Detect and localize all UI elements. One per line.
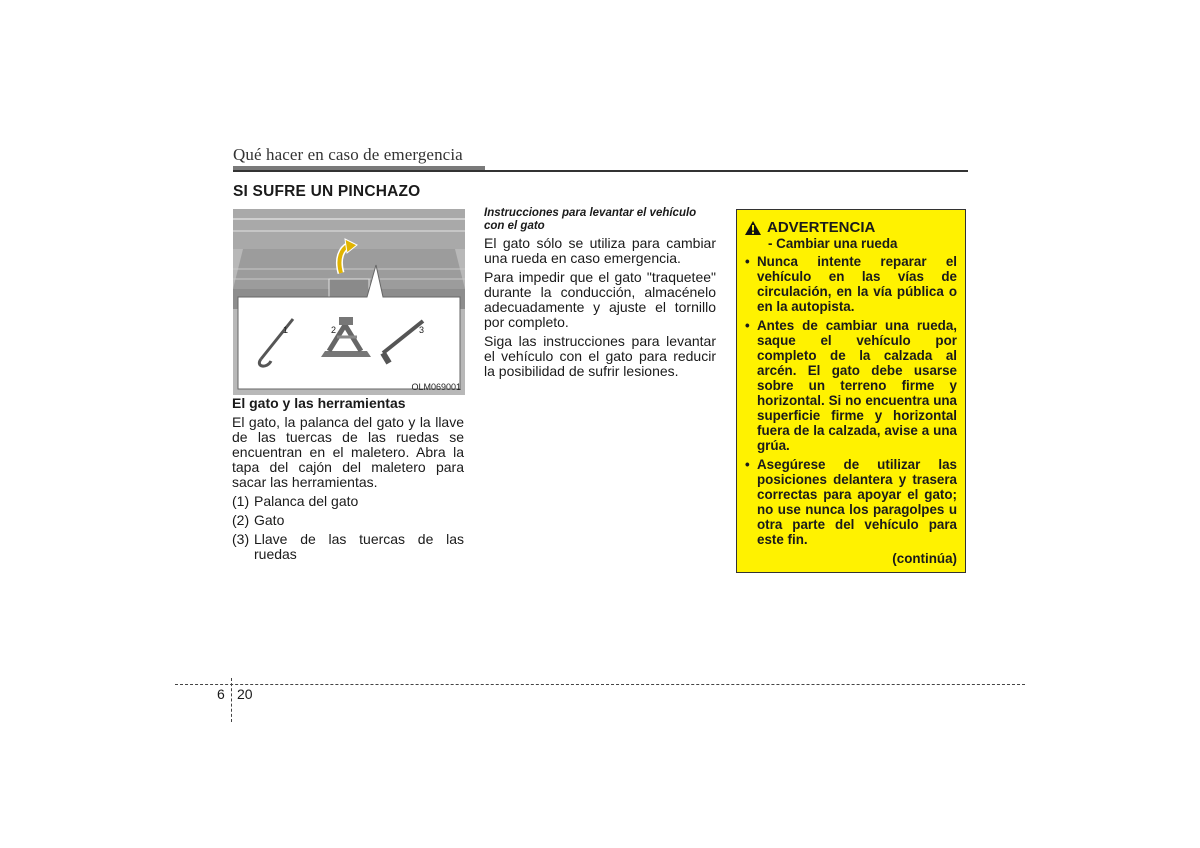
body-paragraph: El gato sólo se utiliza para cambiar una rueda en caso emergencia. — [484, 235, 716, 266]
bullet-dot: • — [745, 254, 750, 269]
warning-box — [736, 209, 966, 573]
body-paragraph: Para impedir que el gato "traquetee" durante la conducción, almacénelo adecuadamente y ajuste el tornillo por completo. — [484, 269, 716, 330]
list-item-text: Gato — [254, 512, 285, 528]
list-item-text: Palanca del gato — [254, 493, 359, 509]
footer-rule — [175, 684, 1025, 685]
warning-subtitle: - Cambiar una rueda — [768, 236, 898, 251]
page-number: 20 — [237, 686, 253, 702]
warning-triangle-icon — [745, 221, 761, 235]
list-item — [232, 513, 464, 528]
callout-1: 1 — [283, 325, 289, 335]
section-title: SI SUFRE UN PINCHAZO — [233, 183, 421, 200]
continued-label: (continúa) — [892, 551, 957, 566]
jack-instructions-subheading: Instrucciones para levantar el vehículo con el gato — [484, 207, 697, 232]
list-item-number: (3) — [232, 531, 250, 547]
header-rule — [233, 170, 968, 172]
body-paragraph: Siga las instrucciones para levantar el vehículo con el gato para reducir la posibilidad de sufrir lesiones. — [484, 333, 716, 379]
warning-title-row — [745, 220, 957, 235]
tools-paragraph: El gato, la palanca del gato y la llave de las tuercas de las ruedas se encuentran en el maletero. Abra la tapa del cajón del maletero para sacar las herramientas. — [232, 414, 464, 490]
figure-code: OLM069001 — [411, 382, 461, 392]
warning-title: ADVERTENCIA — [767, 219, 876, 236]
warning-bullet — [745, 457, 957, 547]
footer-divider — [231, 678, 232, 722]
trunk-tools-figure — [233, 209, 465, 395]
middle-column — [484, 207, 716, 383]
list-item — [232, 494, 464, 509]
left-column — [232, 396, 464, 566]
warning-bullet-text: Antes de cambiar una rueda, saque el vehículo por completo de la calzada al arcén. El gato debe usarse sobre un terreno firme y horizontal. Si no encuentra una superficie firme y horizontal fuera de la calzada, avise a una grúa. — [757, 318, 957, 453]
warning-bullet-text: Nunca intente reparar el vehículo en las vías de circulación, en la vía pública o en la autopista. — [757, 254, 957, 314]
chapter-number: 6 — [217, 686, 225, 702]
bullet-dot: • — [745, 318, 750, 333]
warning-bullet — [745, 254, 957, 314]
bullet-dot: • — [745, 457, 750, 472]
callout-2: 2 — [331, 325, 337, 335]
warning-bullet — [745, 318, 957, 453]
chapter-header: Qué hacer en caso de emergencia — [233, 145, 463, 164]
list-item — [232, 532, 464, 562]
warning-bullet-text: Asegúrese de utilizar las posiciones delantera y trasera correctas para apoyar el gato; no use nunca los paragolpes u otra parte del vehículo para este fin. — [757, 457, 957, 547]
trunk-illustration — [233, 209, 465, 395]
callout-3: 3 — [419, 325, 425, 335]
list-item-number: (2) — [232, 512, 250, 528]
tools-subheading: El gato y las herramientas — [232, 395, 406, 411]
list-item-number: (1) — [232, 493, 250, 509]
list-item-text: Llave de las tuercas de las ruedas — [254, 531, 464, 562]
